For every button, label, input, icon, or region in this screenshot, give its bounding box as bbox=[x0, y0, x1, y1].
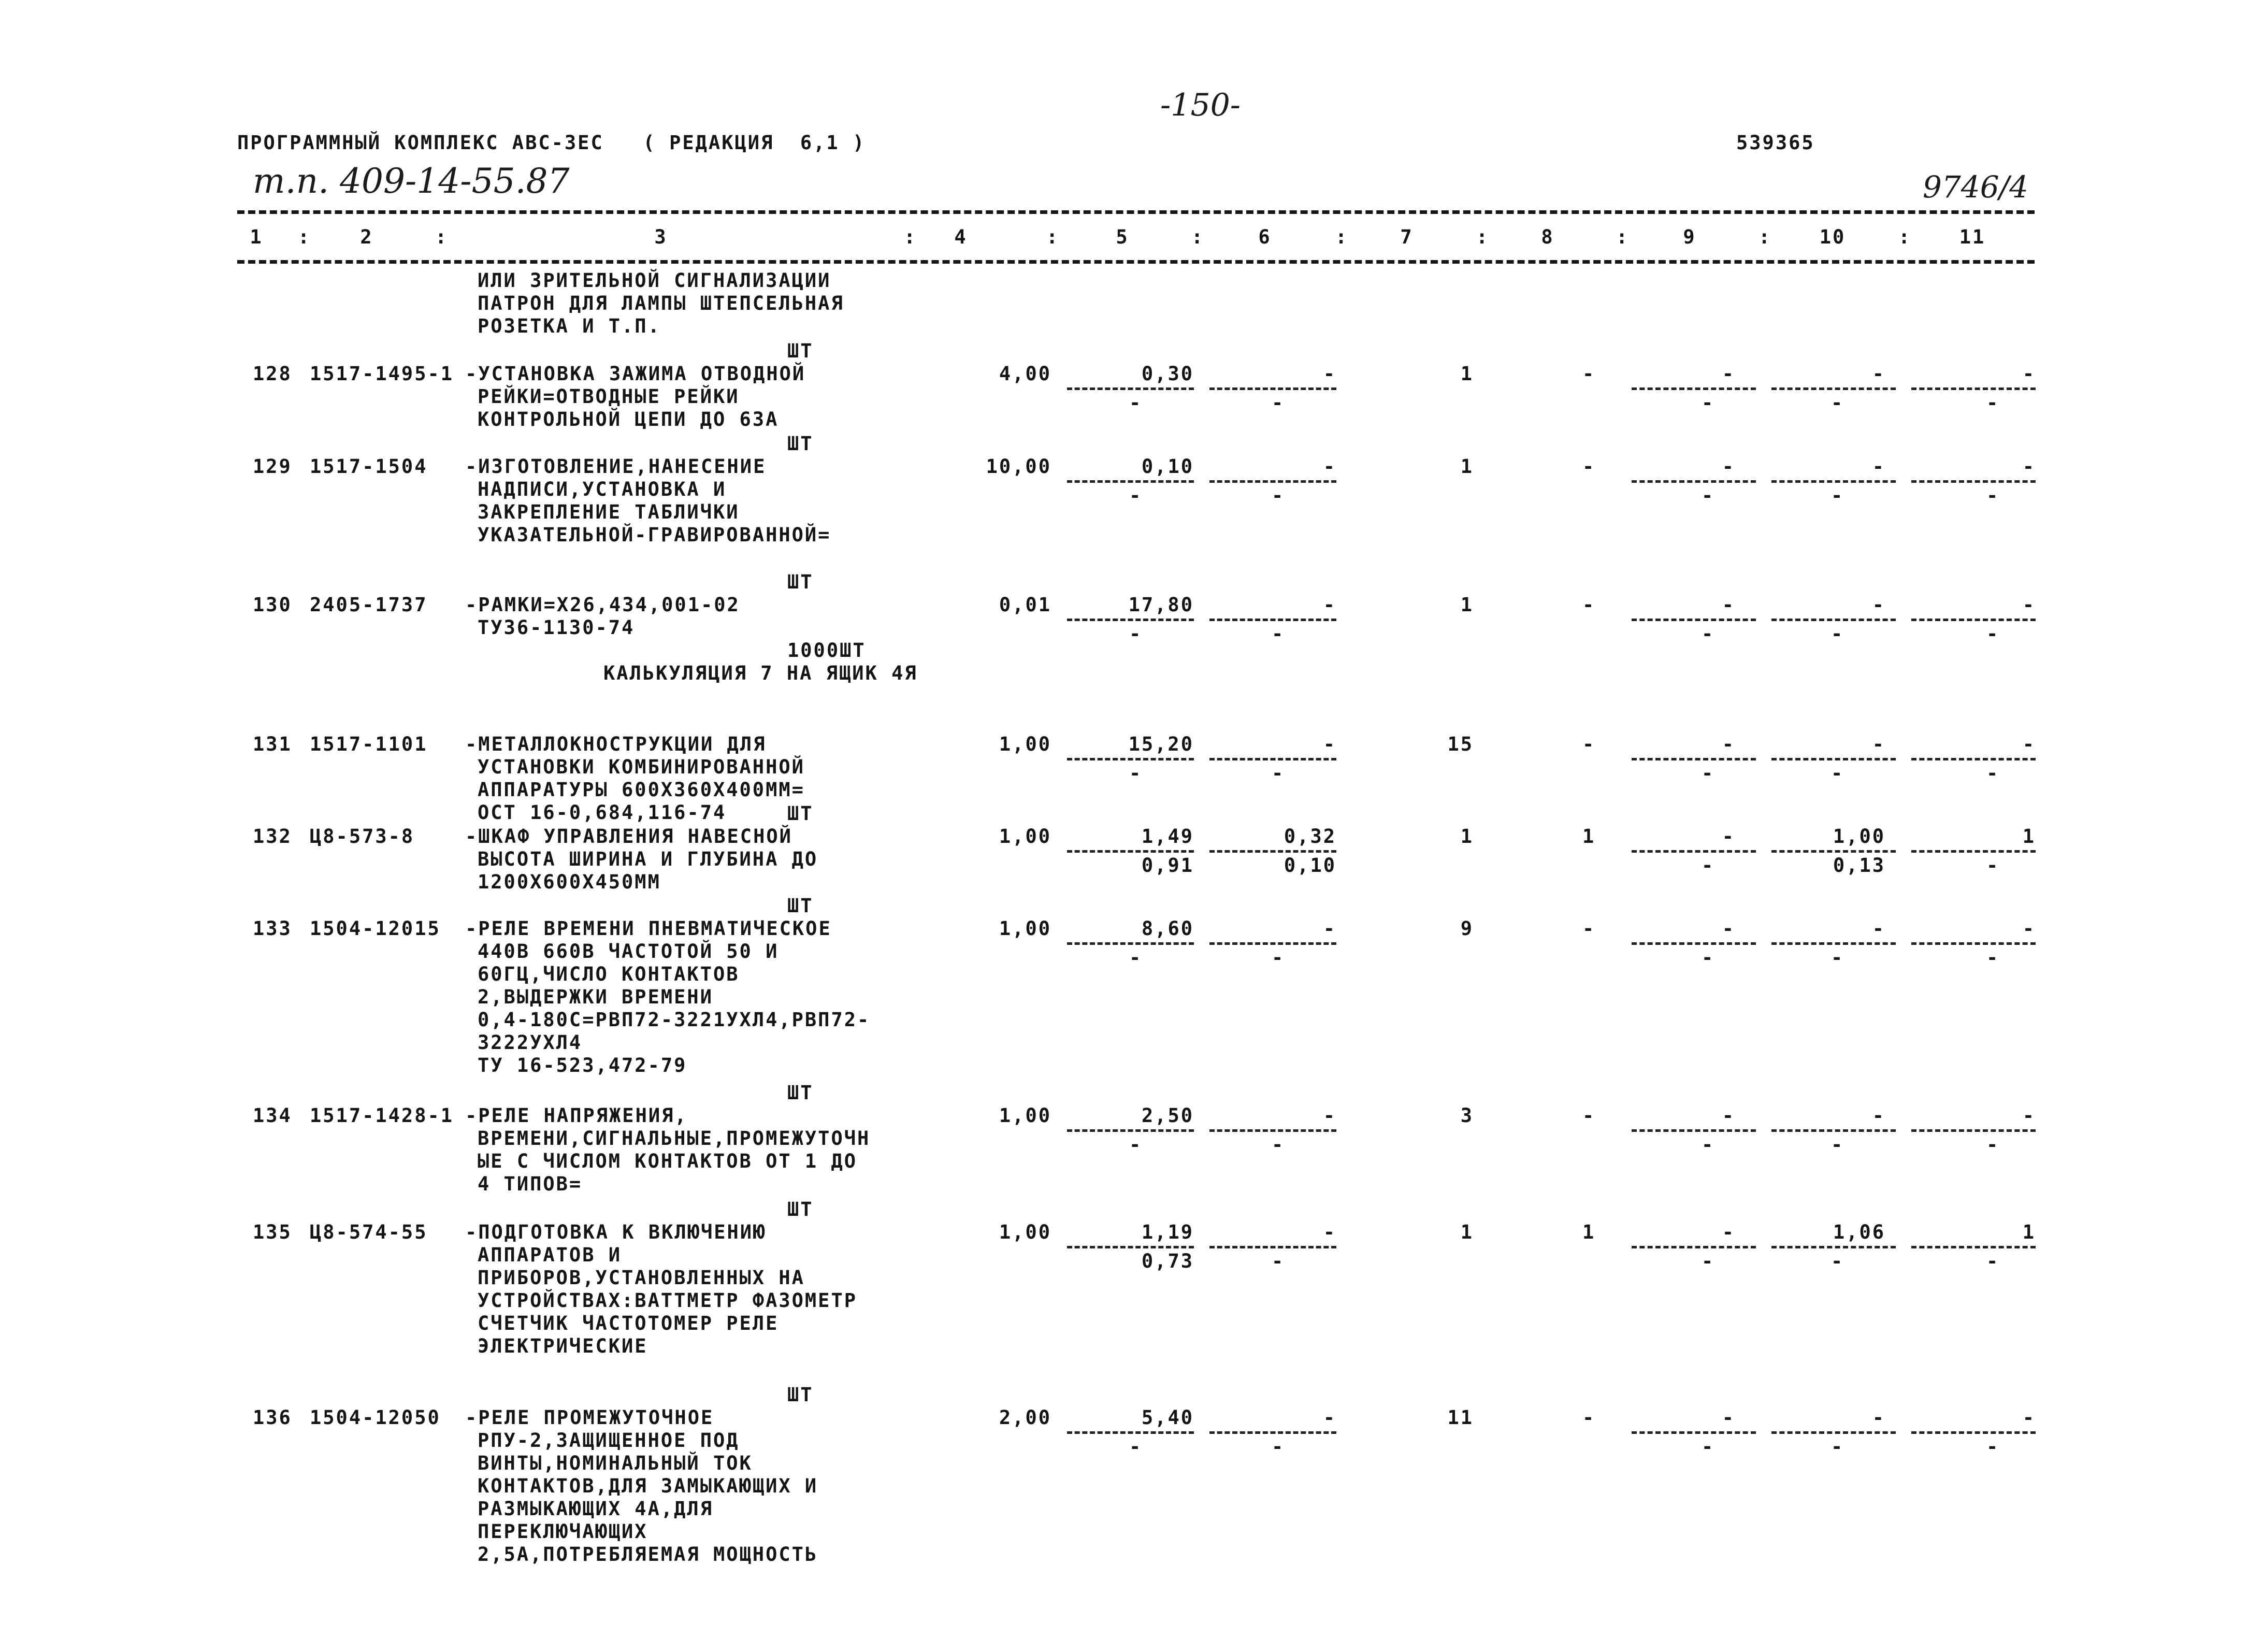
cell-c10: - bbox=[1872, 733, 1885, 755]
cell-c5: 8,60 bbox=[1141, 917, 1194, 940]
value-divider bbox=[1067, 1431, 1194, 1434]
cell-c5b: 0,73 bbox=[1141, 1250, 1194, 1272]
description-line: -МЕТАЛЛОКНОСТРУКЦИИ ДЛЯ bbox=[465, 733, 767, 755]
item-code: 1504-12050 bbox=[310, 1406, 441, 1429]
row-number: 136 bbox=[253, 1406, 292, 1429]
item-code: 1504-12015 bbox=[310, 917, 441, 940]
value-divider bbox=[1209, 480, 1336, 483]
value-divider bbox=[1209, 387, 1336, 390]
description-line: 2,5А,ПОТРЕБЛЯЕМАЯ МОЩНОСТЬ bbox=[478, 1543, 818, 1565]
cell-c10: - bbox=[1872, 455, 1885, 478]
cell-c6b: - bbox=[1272, 392, 1285, 414]
cell-c8: - bbox=[1582, 1406, 1596, 1429]
item-code: 2405-1737 bbox=[310, 594, 428, 616]
description-line: СЧЕТЧИК ЧАСТОТОМЕР РЕЛЕ bbox=[478, 1312, 779, 1334]
cell-c4: 1,00 bbox=[999, 733, 1051, 755]
description-line: АППАРАТУРЫ 600Х360Х400ММ= bbox=[478, 779, 805, 801]
value-divider bbox=[1771, 758, 1896, 760]
item-code: 1517-1428-1 bbox=[310, 1104, 454, 1127]
row-number: 131 bbox=[253, 733, 292, 755]
description-line: 1200Х600Х450ММ bbox=[478, 871, 661, 893]
cell-c11: - bbox=[2022, 733, 2036, 755]
cell-c7: 1 bbox=[1460, 825, 1474, 847]
sheet-reference: 9746/4 bbox=[1923, 169, 2029, 205]
document-code: 539365 bbox=[1736, 132, 1815, 154]
description-line: -УСТАНОВКА ЗАЖИМА ОТВОДНОЙ bbox=[465, 363, 806, 385]
cell-c5b: - bbox=[1129, 1133, 1143, 1156]
cell-c9b: - bbox=[1702, 946, 1715, 969]
cell-c5b: - bbox=[1129, 484, 1143, 507]
cell-c4: 1,00 bbox=[999, 917, 1051, 940]
cell-c8: 1 bbox=[1582, 1221, 1596, 1243]
cell-c6: - bbox=[1323, 594, 1336, 616]
cell-c5b: - bbox=[1129, 946, 1143, 969]
column-header-7: 7 bbox=[1400, 226, 1414, 248]
value-divider bbox=[1911, 942, 2036, 945]
cell-c8: - bbox=[1582, 363, 1596, 385]
value-divider bbox=[1911, 480, 2036, 483]
value-divider bbox=[1911, 1246, 2036, 1248]
row-number: 134 bbox=[253, 1104, 292, 1127]
row-number: 135 bbox=[253, 1221, 292, 1243]
cell-c5b: - bbox=[1129, 623, 1143, 645]
value-divider bbox=[1067, 1246, 1194, 1248]
column-header-3: 3 bbox=[654, 226, 668, 248]
column-separator: : bbox=[1476, 226, 1490, 248]
description-line: 4 ТИПОВ= bbox=[478, 1173, 583, 1195]
column-separator: : bbox=[1046, 226, 1060, 248]
description-line: ОСТ 16-0,684,116-74 bbox=[478, 801, 727, 824]
unit-label: ШТ bbox=[787, 340, 814, 362]
cell-c11: - bbox=[2022, 455, 2036, 478]
value-divider bbox=[1632, 619, 1756, 621]
cell-c6b: - bbox=[1272, 762, 1285, 784]
cell-c7: 1 bbox=[1460, 1221, 1474, 1243]
column-header-11: 11 bbox=[1959, 226, 1986, 248]
cell-c9: - bbox=[1722, 363, 1735, 385]
cell-c11b: - bbox=[1986, 1435, 2000, 1458]
cell-c9b: - bbox=[1702, 484, 1715, 507]
project-reference: т.п. 409-14-55.87 bbox=[253, 161, 570, 201]
value-divider bbox=[1632, 1129, 1756, 1132]
cell-c9: - bbox=[1722, 733, 1735, 755]
column-header-10: 10 bbox=[1819, 226, 1846, 248]
cell-c6b: 0,10 bbox=[1284, 854, 1336, 877]
cell-c7: 9 bbox=[1460, 917, 1474, 940]
cell-c9: - bbox=[1722, 825, 1735, 847]
cell-c11b: - bbox=[1986, 762, 2000, 784]
cell-c4: 10,00 bbox=[986, 455, 1051, 478]
cell-c9: - bbox=[1722, 455, 1735, 478]
cell-c4: 4,00 bbox=[999, 363, 1051, 385]
description-line: 3222УХЛ4 bbox=[478, 1031, 583, 1054]
value-divider bbox=[1209, 1431, 1336, 1434]
value-divider bbox=[1209, 850, 1336, 853]
description-line: -РЕЛЕ ВРЕМЕНИ ПНЕВМАТИЧЕСКОЕ bbox=[465, 917, 832, 940]
row-number: 128 bbox=[253, 363, 292, 385]
value-divider bbox=[1632, 850, 1756, 853]
value-divider bbox=[1209, 758, 1336, 760]
value-divider bbox=[1911, 619, 2036, 621]
item-code: 1517-1101 bbox=[310, 733, 428, 755]
description-line: -ИЗГОТОВЛЕНИЕ,НАНЕСЕНИЕ bbox=[465, 455, 767, 478]
cell-c6b: - bbox=[1272, 1435, 1285, 1458]
cell-c5b: - bbox=[1129, 762, 1143, 784]
column-header-1: 1 bbox=[250, 226, 263, 248]
cell-c10: - bbox=[1872, 917, 1885, 940]
column-separator: : bbox=[1616, 226, 1630, 248]
cell-c5b: - bbox=[1129, 392, 1143, 414]
cell-c10: - bbox=[1872, 594, 1885, 616]
cell-c4: 0,01 bbox=[999, 594, 1051, 616]
cell-c11b: - bbox=[1986, 484, 2000, 507]
value-divider bbox=[1067, 942, 1194, 945]
cell-c11b: - bbox=[1986, 1250, 2000, 1272]
value-divider bbox=[1771, 1431, 1896, 1434]
unit-label: 1000ШТ bbox=[787, 639, 866, 662]
value-divider bbox=[1067, 619, 1194, 621]
cell-c11: 1 bbox=[2022, 1221, 2036, 1243]
description-line: ЫЕ С ЧИСЛОМ КОНТАКТОВ ОТ 1 ДО bbox=[478, 1150, 858, 1172]
value-divider bbox=[1067, 387, 1194, 390]
cell-c8: - bbox=[1582, 455, 1596, 478]
cell-c11: - bbox=[2022, 1406, 2036, 1429]
cell-c6: - bbox=[1323, 363, 1336, 385]
cell-c10: - bbox=[1872, 1104, 1885, 1127]
description-line: -РЕЛЕ НАПРЯЖЕНИЯ, bbox=[465, 1104, 688, 1127]
column-separator: : bbox=[435, 226, 449, 248]
value-divider bbox=[1209, 1246, 1336, 1248]
cell-c9: - bbox=[1722, 1406, 1735, 1429]
description-line: РАЗМЫКАЮЩИХ 4А,ДЛЯ bbox=[478, 1498, 713, 1520]
value-divider bbox=[1067, 758, 1194, 760]
cell-c9b: - bbox=[1702, 392, 1715, 414]
value-divider bbox=[1771, 1129, 1896, 1132]
cell-c5: 5,40 bbox=[1141, 1406, 1194, 1429]
description-line: 440В 660В ЧАСТОТОЙ 50 И bbox=[478, 940, 779, 963]
cell-c10b: 0,13 bbox=[1833, 854, 1885, 877]
cell-c5: 1,49 bbox=[1141, 825, 1194, 847]
cell-c10b: - bbox=[1831, 762, 1844, 784]
cell-c6b: - bbox=[1272, 1250, 1285, 1272]
cell-c4: 1,00 bbox=[999, 1221, 1051, 1243]
column-separator: : bbox=[1335, 226, 1349, 248]
value-divider bbox=[1911, 387, 2036, 390]
description-line: УСТРОЙСТВАХ:ВАТТМЕТР ФАЗОМЕТР bbox=[478, 1289, 858, 1312]
header-rule-bottom bbox=[237, 260, 2035, 264]
description-line: ЭЛЕКТРИЧЕСКИЕ bbox=[478, 1335, 648, 1357]
cell-c5b: - bbox=[1129, 1435, 1143, 1458]
cell-c5: 17,80 bbox=[1128, 594, 1194, 616]
column-header-6: 6 bbox=[1258, 226, 1272, 248]
cell-c11b: - bbox=[1986, 1133, 2000, 1156]
description-line: РОЗЕТКА И Т.П. bbox=[478, 315, 661, 337]
description-line: 2,ВЫДЕРЖКИ ВРЕМЕНИ bbox=[478, 986, 713, 1008]
item-code: 1517-1504 bbox=[310, 455, 428, 478]
cell-c5: 15,20 bbox=[1128, 733, 1194, 755]
unit-label: ШТ bbox=[787, 1384, 814, 1406]
cell-c11b: - bbox=[1986, 392, 2000, 414]
header-rule-top bbox=[237, 210, 2035, 214]
description-line: УКАЗАТЕЛЬНОЙ-ГРАВИРОВАННОЙ= bbox=[478, 524, 831, 546]
cell-c10: - bbox=[1872, 363, 1885, 385]
unit-label: ШТ bbox=[787, 1198, 814, 1220]
description-line: -ПОДГОТОВКА К ВКЛЮЧЕНИЮ bbox=[465, 1221, 767, 1243]
cell-c4: 1,00 bbox=[999, 1104, 1051, 1127]
item-code: Ц8-574-55 bbox=[310, 1221, 428, 1243]
column-separator: : bbox=[1898, 226, 1912, 248]
value-divider bbox=[1067, 480, 1194, 483]
row-number: 133 bbox=[253, 917, 292, 940]
unit-label: ШТ bbox=[787, 571, 814, 593]
column-header-9: 9 bbox=[1683, 226, 1696, 248]
value-divider bbox=[1209, 942, 1336, 945]
value-divider bbox=[1209, 1129, 1336, 1132]
column-separator: : bbox=[1758, 226, 1772, 248]
cell-c9b: - bbox=[1702, 623, 1715, 645]
cell-c9: - bbox=[1722, 917, 1735, 940]
cell-c6: - bbox=[1323, 917, 1336, 940]
value-divider bbox=[1632, 1246, 1756, 1248]
cell-c6: - bbox=[1323, 733, 1336, 755]
cell-c6b: - bbox=[1272, 484, 1285, 507]
description-line: ЗАКРЕПЛЕНИЕ ТАБЛИЧКИ bbox=[478, 501, 740, 523]
value-divider bbox=[1632, 480, 1756, 483]
unit-label: ШТ bbox=[787, 802, 814, 825]
column-header-4: 4 bbox=[954, 226, 968, 248]
unit-label: ШТ bbox=[787, 895, 814, 917]
row-number: 129 bbox=[253, 455, 292, 478]
program-title: ПРОГРАММНЫЙ КОМПЛЕКС АВС-ЗЕС ( РЕДАКЦИЯ 6,1 ) bbox=[237, 132, 866, 154]
cell-c11: - bbox=[2022, 1104, 2036, 1127]
item-code: 1517-1495-1 bbox=[310, 363, 454, 385]
cell-c11: - bbox=[2022, 917, 2036, 940]
cell-c11b: - bbox=[1986, 946, 2000, 969]
description-line: -РАМКИ=Х26,434,001-02 bbox=[465, 594, 740, 616]
value-divider bbox=[1067, 850, 1194, 853]
item-code: Ц8-573-8 bbox=[310, 825, 415, 847]
cell-c11: - bbox=[2022, 594, 2036, 616]
description-line: 60ГЦ,ЧИСЛО КОНТАКТОВ bbox=[478, 963, 740, 985]
value-divider bbox=[1771, 480, 1896, 483]
cell-c7: 1 bbox=[1460, 363, 1474, 385]
description-line: АППАРАТОВ И bbox=[478, 1244, 622, 1266]
cell-c10: 1,00 bbox=[1833, 825, 1885, 847]
cell-c9b: - bbox=[1702, 1435, 1715, 1458]
cell-c10b: - bbox=[1831, 392, 1844, 414]
description-line: ВЫСОТА ШИРИНА И ГЛУБИНА ДО bbox=[478, 848, 818, 870]
cell-c4: 1,00 bbox=[999, 825, 1051, 847]
value-divider bbox=[1771, 387, 1896, 390]
cell-c7: 1 bbox=[1460, 455, 1474, 478]
description-line: ВРЕМЕНИ,СИГНАЛЬНЫЕ,ПРОМЕЖУТОЧН bbox=[478, 1127, 871, 1150]
cell-c5: 2,50 bbox=[1141, 1104, 1194, 1127]
value-divider bbox=[1632, 1431, 1756, 1434]
cell-c10b: - bbox=[1831, 623, 1844, 645]
cell-c10b: - bbox=[1831, 1250, 1844, 1272]
column-header-8: 8 bbox=[1541, 226, 1554, 248]
description-line: ИЛИ ЗРИТЕЛЬНОЙ СИГНАЛИЗАЦИИ bbox=[478, 269, 831, 292]
value-divider bbox=[1771, 619, 1896, 621]
cell-c5: 1,19 bbox=[1141, 1221, 1194, 1243]
column-separator: : bbox=[298, 226, 311, 248]
description-line: ТУ36-1130-74 bbox=[478, 616, 635, 639]
cell-c9: - bbox=[1722, 594, 1735, 616]
description-line: НАДПИСИ,УСТАНОВКА И bbox=[478, 478, 727, 500]
column-separator: : bbox=[904, 226, 917, 248]
cell-c9b: - bbox=[1702, 854, 1715, 877]
cell-c6b: - bbox=[1272, 623, 1285, 645]
cell-c10b: - bbox=[1831, 1435, 1844, 1458]
cell-c6: - bbox=[1323, 455, 1336, 478]
value-divider bbox=[1911, 1431, 2036, 1434]
value-divider bbox=[1632, 758, 1756, 760]
cell-c11b: - bbox=[1986, 854, 2000, 877]
row-number: 132 bbox=[253, 825, 292, 847]
cell-c10: - bbox=[1872, 1406, 1885, 1429]
description-line: РПУ-2,ЗАЩИЩЕННОЕ ПОД bbox=[478, 1429, 740, 1452]
cell-c10b: - bbox=[1831, 1133, 1844, 1156]
description-line: КОНТАКТОВ,ДЛЯ ЗАМЫКАЮЩИХ И bbox=[478, 1475, 818, 1497]
value-divider bbox=[1911, 1129, 2036, 1132]
description-line: УСТАНОВКИ КОМБИНИРОВАННОЙ bbox=[478, 756, 805, 778]
value-divider bbox=[1911, 850, 2036, 853]
column-separator: : bbox=[1191, 226, 1205, 248]
cell-c6: - bbox=[1323, 1406, 1336, 1429]
description-line: ТУ 16-523,472-79 bbox=[478, 1054, 687, 1076]
cell-c9b: - bbox=[1702, 762, 1715, 784]
value-divider bbox=[1632, 942, 1756, 945]
calculation-note: КАЛЬКУЛЯЦИЯ 7 НА ЯЩИК 4Я bbox=[603, 662, 918, 684]
description-line: ПРИБОРОВ,УСТАНОВЛЕННЫХ НА bbox=[478, 1267, 805, 1289]
cell-c10b: - bbox=[1831, 484, 1844, 507]
cell-c6b: - bbox=[1272, 946, 1285, 969]
cell-c11: 1 bbox=[2022, 825, 2036, 847]
cell-c7: 15 bbox=[1447, 733, 1474, 755]
value-divider bbox=[1632, 387, 1756, 390]
description-line: ПЕРЕКЛЮЧАЮЩИХ bbox=[478, 1520, 648, 1543]
description-line: 0,4-180С=РВП72-3221УХЛ4,РВП72- bbox=[478, 1009, 871, 1031]
cell-c6: 0,32 bbox=[1284, 825, 1336, 847]
unit-label: ШТ bbox=[787, 433, 814, 455]
row-number: 130 bbox=[253, 594, 292, 616]
cell-c7: 3 bbox=[1460, 1104, 1474, 1127]
column-header-2: 2 bbox=[360, 226, 373, 248]
description-line: ПАТРОН ДЛЯ ЛАМПЫ ШТЕПСЕЛЬНАЯ bbox=[478, 292, 844, 314]
unit-label: ШТ bbox=[787, 1082, 814, 1104]
value-divider bbox=[1911, 758, 2036, 760]
cell-c11: - bbox=[2022, 363, 2036, 385]
cell-c6: - bbox=[1323, 1104, 1336, 1127]
cell-c5: 0,30 bbox=[1141, 363, 1194, 385]
cell-c9: - bbox=[1722, 1221, 1735, 1243]
description-line: ВИНТЫ,НОМИНАЛЬНЫЙ ТОК bbox=[478, 1452, 753, 1474]
cell-c8: - bbox=[1582, 733, 1596, 755]
cell-c9: - bbox=[1722, 1104, 1735, 1127]
column-header-5: 5 bbox=[1116, 226, 1129, 248]
cell-c4: 2,00 bbox=[999, 1406, 1051, 1429]
cell-c10b: - bbox=[1831, 946, 1844, 969]
description-line: РЕЙКИ=ОТВОДНЫЕ РЕЙКИ bbox=[478, 385, 740, 408]
cell-c8: - bbox=[1582, 1104, 1596, 1127]
page-number: -150- bbox=[1160, 87, 1241, 123]
cell-c6: - bbox=[1323, 1221, 1336, 1243]
value-divider bbox=[1067, 1129, 1194, 1132]
description-line: -РЕЛЕ ПРОМЕЖУТОЧНОЕ bbox=[465, 1406, 714, 1429]
cell-c10: 1,06 bbox=[1833, 1221, 1885, 1243]
value-divider bbox=[1209, 619, 1336, 621]
cell-c8: - bbox=[1582, 917, 1596, 940]
cell-c9b: - bbox=[1702, 1250, 1715, 1272]
description-line: КОНТРОЛЬНОЙ ЦЕПИ ДО 63А bbox=[478, 408, 779, 430]
cell-c6b: - bbox=[1272, 1133, 1285, 1156]
cell-c9b: - bbox=[1702, 1133, 1715, 1156]
value-divider bbox=[1771, 1246, 1896, 1248]
cell-c5: 0,10 bbox=[1141, 455, 1194, 478]
cell-c8: 1 bbox=[1582, 825, 1596, 847]
cell-c7: 1 bbox=[1460, 594, 1474, 616]
cell-c8: - bbox=[1582, 594, 1596, 616]
value-divider bbox=[1771, 850, 1896, 853]
value-divider bbox=[1771, 942, 1896, 945]
cell-c5b: 0,91 bbox=[1141, 854, 1194, 877]
description-line: -ШКАФ УПРАВЛЕНИЯ НАВЕСНОЙ bbox=[465, 825, 792, 847]
cell-c11b: - bbox=[1986, 623, 2000, 645]
cell-c7: 11 bbox=[1447, 1406, 1474, 1429]
